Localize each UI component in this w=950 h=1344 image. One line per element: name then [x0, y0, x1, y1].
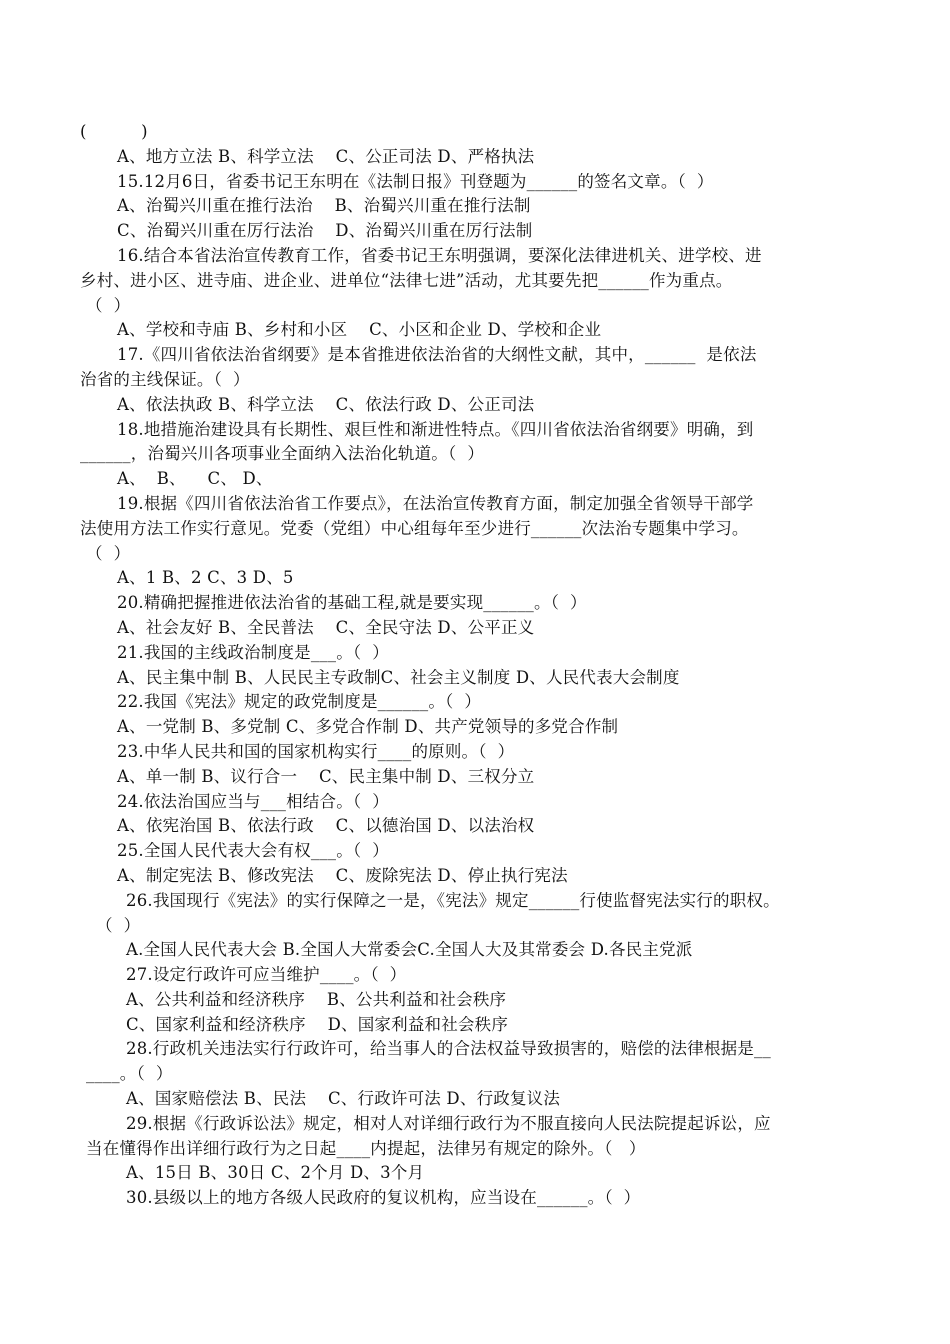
document-line: 法使用方法工作实行意见。党委（党组）中心组每年至少进行______次法治专题集中学习。 [80, 518, 749, 538]
document-line: ( ) [80, 122, 148, 141]
document-line: 26.我国现行《宪法》的实行保障之一是，《宪法》规定______行使监督宪法实行的职权。 [126, 890, 780, 910]
document-line: ____。（ ） [86, 1064, 173, 1084]
document-line: C、国家利益和经济秩序 D、国家利益和社会秩序 [126, 1014, 509, 1034]
document-line: （ ） [86, 543, 131, 563]
document-line: 15.12月6日，省委书记王东明在《法制日报》刊登题为______的签名文章。（ ） [117, 171, 714, 191]
document-line: 20.精确把握推进依法治省的基础工程,就是要实现______。（ ） [117, 593, 587, 613]
document-line: 24.依法治国应当与___相结合。（ ） [117, 791, 389, 811]
document-line: 当在懂得作出详细行政行为之日起____内提起，法律另有规定的除外。（ ） [86, 1138, 646, 1158]
document-line: A、学校和寺庙 B、乡村和小区 C、小区和企业 D、学校和企业 [117, 320, 602, 340]
document-line: （ ） [96, 915, 141, 935]
document-line: A、制定宪法 B、修改宪法 C、废除宪法 D、停止执行宪法 [117, 865, 568, 885]
document-line: 18.地措施治建设具有长期性、艰巨性和渐进性特点。《四川省依法治省纲要》明确，到 [117, 419, 754, 439]
document-line: A、单一制 B、议行合一 C、民主集中制 D、三权分立 [117, 766, 535, 786]
document-line: 16.结合本省法治宣传教育工作，省委书记王东明强调，要深化法律进机关、进学校、进 [117, 245, 762, 265]
document-line: （ ） [86, 295, 131, 315]
document-line: 乡村、进小区、进寺庙、进企业、进单位“法律七进”活动，尤其要先把______作为重点。 [80, 270, 733, 290]
document-line: 27.设定行政许可应当维护____。（ ） [126, 965, 407, 985]
document-line: 29.根据《行政诉讼法》规定，相对人对详细行政行为不服直接向人民法院提起诉讼，应 [126, 1113, 771, 1133]
document-line: A、治蜀兴川重在推行法治 B、治蜀兴川重在推行法制 [117, 196, 531, 216]
document-line: 23.中华人民共和国的国家机构实行____的原则。（ ） [117, 741, 515, 761]
document-line: A、国家赔偿法 B、民法 C、行政许可法 D、行政复议法 [126, 1089, 561, 1109]
document-line: C、治蜀兴川重在厉行法治 D、治蜀兴川重在厉行法制 [117, 221, 533, 241]
document-line: A、一党制 B、多党制 C、多党合作制 D、共产党领导的多党合作制 [117, 717, 619, 737]
document-line: 治省的主线保证。（ ） [80, 369, 250, 389]
document-line: 25.全国人民代表大会有权___。（ ） [117, 841, 389, 861]
document-line: 19.根据《四川省依法治省工作要点》，在法治宣传教育方面，制定加强全省领导干部学 [117, 493, 754, 513]
document-line: A、依法执政 B、科学立法 C、依法行政 D、公正司法 [117, 394, 535, 414]
document-line: 17.《四川省依法治省纲要》是本省推进依法治省的大纲性文献，其中，______ 是依法 [117, 345, 757, 365]
document-line: A、社会友好 B、全民普法 C、全民守法 D、公平正义 [117, 617, 535, 637]
document-line: A、地方立法 B、科学立法 C、公正司法 D、严格执法 [117, 146, 535, 166]
document-line: A、民主集中制 B、人民民主专政制C、社会主义制度 D、人民代表大会制度 [117, 667, 680, 687]
document-line: 21.我国的主线政治制度是___。（ ） [117, 642, 389, 662]
document-line: A、依宪治国 B、依法行政 C、以德治国 D、以法治权 [117, 816, 535, 836]
document-line: A、1 B、2 C、3 D、5 [117, 568, 294, 588]
document-line: 28.行政机关违法实行行政许可，给当事人的合法权益导致损害的，赔偿的法律根据是__ [126, 1039, 771, 1059]
document-line: A、公共利益和经济秩序 B、公共利益和社会秩序 [126, 989, 507, 1009]
document-line: A、15日 B、30日 C、2个月 D、3个月 [126, 1163, 425, 1183]
document-page [0, 120, 950, 1211]
document-line: A、 B、 C、 D、 [117, 469, 273, 489]
document-line: 30.县级以上的地方各级人民政府的复议机构，应当设在______。（ ） [126, 1188, 641, 1208]
document-line: A.全国人民代表大会 B.全国人大常委会C.全国人大及其常委会 D.各民主党派 [126, 940, 693, 960]
document-line: ______，治蜀兴川各项事业全面纳入法治化轨道。（ ） [80, 444, 485, 464]
document-line: 22.我国《宪法》规定的政党制度是______。（ ） [117, 692, 482, 712]
